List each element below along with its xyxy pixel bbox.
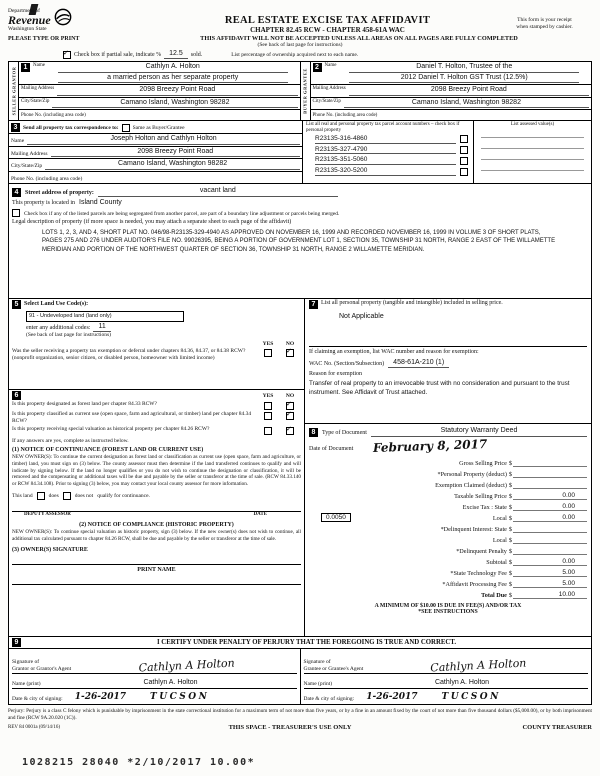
if-yes-note: If any answers are yes, complete as instructed below. (12, 438, 129, 445)
money-line-gross (309, 456, 587, 467)
receipt-note (497, 17, 592, 31)
money-line-total-due (309, 588, 587, 599)
money-label: Total Due (481, 591, 507, 599)
money-value[interactable]: 5.00 (513, 569, 587, 577)
assessed-value-blank[interactable] (481, 140, 584, 149)
seller-address-label: Mailing Address (21, 86, 55, 92)
grantor-city-value[interactable]: TUCSON (150, 692, 210, 703)
grantor-signature-label (12, 659, 71, 672)
correspondence-phone-label: Phone No. (including area code) (11, 175, 83, 182)
land-use-select-label: Select Land Use Code(s): (24, 301, 89, 308)
money-label: Local (492, 514, 507, 522)
reason-exemption-label: Reason for exemption (309, 371, 362, 378)
deferral-yes-checkbox[interactable] (264, 349, 272, 357)
partial-sale-checkbox[interactable] (63, 51, 71, 59)
dollar-sign: $ (508, 470, 512, 478)
money-label: *Personal Property (deduct) (437, 470, 507, 478)
please-type-label: PLEASE TYPE OR PRINT (8, 36, 80, 42)
yes-column-header: YES (262, 341, 274, 348)
money-value[interactable] (513, 466, 587, 467)
grantee-date-city-label: Date & city of signing: (303, 695, 355, 702)
same-as-buyer-checkbox[interactable] (122, 124, 130, 132)
buyer-csz-value[interactable]: Camano Island, Washington 98282 (344, 99, 589, 108)
owners-signature-line[interactable] (12, 555, 301, 565)
print-name-label: PRINT NAME (137, 567, 176, 574)
seller-section (8, 61, 301, 121)
classification-section (8, 390, 305, 637)
buyer-phone-label: Phone No. (including area code) (312, 113, 378, 119)
money-line-tech-fee (309, 566, 587, 577)
parcel-numbers-header: List all real and personal property tax parcel account numbers – check box if personal property (306, 122, 460, 134)
receipt-note-line2: when stamped by cashier. (516, 23, 573, 30)
legal-description-label: Legal description of property (if more space is needed, you may attach a separate sheet to each page of the affidavit) (12, 219, 292, 226)
dollar-sign: $ (508, 514, 512, 522)
wac-number-label: WAC No. (Section/Subsection) (309, 361, 385, 368)
dollar-sign: $ (508, 547, 512, 555)
money-value[interactable]: 0.00 (513, 558, 587, 566)
ownership-note: List percentage of ownership acquired next to each name. (231, 51, 359, 58)
logo-revenue-text: Revenue (8, 13, 51, 27)
money-value[interactable]: 0.00 (513, 514, 587, 522)
assessed-value-blank[interactable] (481, 129, 584, 138)
land-use-code-box[interactable]: 91 - Undeveloped land (land only) (26, 311, 184, 322)
perjury-note: Perjury: Perjury is a class C felony which is punishable by imprisonment in the state correctional institution for a maximum term of not more than five years, or by a fine in an amount fixed by the court of not more than five thousand dollars ($5,000.00), or by both imprisonment and fine (RCW 9A.20.020 (1C)). (8, 708, 592, 722)
correspondence-csz-value[interactable]: Camano Island, Washington 98282 (45, 160, 300, 169)
partial-sale-suffix: sold. (190, 51, 203, 58)
grantor-date-city-label: Date & city of signing: (12, 695, 63, 702)
correspondence-name-value[interactable]: Joseph Holton and Cathlyn Holton (27, 135, 300, 144)
correspondence-name-label: Name (11, 137, 25, 144)
revenue-logo (8, 8, 158, 32)
dollar-sign: $ (508, 569, 512, 577)
see-instructions-note: *SEE INSTRUCTIONS (418, 608, 478, 615)
notice-continuance-title: (1) NOTICE OF CONTINUANCE (FOREST LAND OR CURRENT USE) (12, 447, 204, 454)
cashier-stamp: 1028215 28040 *2/10/2017 10.00* (22, 757, 256, 768)
deputy-date-label: DATE (253, 511, 267, 517)
grantee-signature-label-2: Grantee or Grantee's Agent (303, 665, 364, 672)
county-treasurer-label: COUNTY TREASURER (522, 723, 592, 731)
parcel-number-value[interactable]: R23135-327-4790 (315, 146, 456, 155)
forest-yes-checkbox[interactable] (264, 402, 272, 410)
seller-side-word2: GRANTOR (11, 66, 16, 94)
personal-property-value[interactable]: Not Applicable (339, 313, 384, 321)
parcel-personal-checkbox[interactable] (460, 157, 468, 165)
reason-exemption-value[interactable]: Transfer of real property to an irrevocable trust with no consideration and pursuant to the trust instrument. See Affidavit of Trust attached. (309, 380, 570, 397)
money-line-delinquent-local (309, 533, 587, 544)
correspondence-csz-label: City/State/Zip (11, 163, 43, 170)
buyer-csz-label: City/State/Zip (312, 98, 341, 104)
parcel-row (303, 156, 473, 167)
segregated-label: Check box if any of the listed parcels are being segregated from another parcel, are part of a boundary line adjustment or parcels being merged. (24, 211, 340, 218)
receipt-note-line1: This form is your receipt (517, 17, 572, 23)
parcel-personal-checkbox[interactable] (460, 135, 468, 143)
land-qualify-pre: This land (12, 492, 33, 499)
local-rate-box[interactable]: 0.0050 (321, 513, 351, 522)
parcel-personal-checkbox[interactable] (460, 146, 468, 154)
tax-computation-section (305, 424, 592, 637)
buyer-address-label: Mailing Address (312, 86, 346, 92)
buyer-address-value[interactable]: 2098 Breezy Point Road (349, 86, 589, 95)
section-9-badge: 9 (12, 638, 21, 647)
money-label: Gross Selling Price (459, 459, 507, 467)
correspondence-address-value[interactable]: 2098 Breezy Point Road (51, 148, 300, 157)
historic-question: Is this property receiving special valuation as historical property per chapter 84.26 RCW? (12, 426, 210, 433)
money-value[interactable] (513, 532, 587, 533)
seller-name-label: Name (33, 63, 45, 69)
section-4-badge: 4 (12, 188, 21, 197)
same-as-buyer-label: Same as Buyer/Grantee (132, 125, 185, 132)
seller-name-value2[interactable]: a married person as her separate property (58, 74, 288, 83)
notice-compliance-title: (2) NOTICE OF COMPLIANCE (HISTORIC PROPERTY) (79, 521, 234, 528)
see-back-note: (See back of last page for instructions) (257, 42, 343, 48)
money-label: *State Technology Fee (450, 569, 507, 577)
seller-side-word1: SELLER (11, 95, 16, 116)
form-revision-number: REV 84 0001a (09/14/16) (8, 724, 60, 730)
form-title: REAL ESTATE EXCISE TAX AFFIDAVIT (224, 15, 431, 26)
correspondence-send-label: Send all property tax correspondence to: (23, 125, 119, 132)
land-use-see-back: (See back of last page for instructions) (26, 332, 111, 339)
parcel-number-value[interactable]: R23135-351-5060 (315, 156, 456, 165)
land-does-not-checkbox[interactable] (63, 492, 71, 500)
deferral-question: Was the seller receiving a property tax exemption or deferral under chapters 84.36, 84.37, or 84.38 RCW? (nonprofit organization, senior citizen, or disabled person, homeowner with limited income) (12, 348, 246, 362)
buyer-side-strip (301, 62, 311, 120)
section-7-badge: 7 (309, 300, 318, 309)
grantor-signature-value[interactable]: Cathlyn A Holton (138, 656, 236, 675)
grantee-name-print-label: Name (print) (303, 680, 333, 687)
parcel-number-value[interactable]: R23135-320-5200 (315, 167, 456, 176)
section-2-badge: 2 (313, 63, 322, 72)
money-line-personal (309, 467, 587, 478)
seller-csz-value[interactable]: Camano Island, Washington 98282 (52, 99, 297, 108)
exemption-intro-label: If claiming an exemption, list WAC number and reason for exemption: (309, 348, 479, 355)
buyer-side-word2: GRANTEE (302, 68, 308, 95)
partial-sale-label: Check box if partial sale, indicate % (74, 51, 162, 58)
forest-no-checkbox[interactable] (286, 402, 294, 410)
dollar-sign: $ (508, 525, 512, 533)
money-line-penalty (309, 544, 587, 555)
current-use-yes-checkbox[interactable] (264, 412, 272, 420)
money-lines (309, 456, 587, 599)
no-column-header: NO (285, 341, 295, 348)
current-use-question: Is this property classified as current use (open space, farm and agricultural, or timber) land per chapter 84.34 RCW? (12, 411, 252, 425)
grantee-name-print-value[interactable]: Cathlyn A. Holton (434, 679, 490, 686)
header (8, 8, 592, 34)
money-line-subtotal (309, 555, 587, 566)
section-8-badge: 8 (309, 428, 318, 437)
money-label: Taxable Selling Price (454, 492, 507, 500)
located-in-label: This property is located in (12, 199, 75, 206)
money-line-excise-state (309, 500, 587, 511)
buyer-name-value2[interactable]: 2012 Daniel T. Holton GST Trust (12.5%) (349, 74, 579, 83)
additional-codes-label: enter any additional codes: (26, 325, 91, 332)
grantee-date-value[interactable]: 1-26-2017 (366, 692, 418, 703)
parcel-row (303, 135, 473, 146)
assessed-value-blank[interactable] (481, 162, 584, 171)
owners-signature-label: (3) OWNER(S) SIGNATURE (12, 547, 88, 554)
historic-yes-checkbox[interactable] (264, 427, 272, 435)
money-label: *Affidavit Processing Fee (442, 580, 507, 588)
seller-address-value[interactable]: 2098 Breezy Point Road (57, 86, 297, 95)
money-line-delinquent-state (309, 522, 587, 533)
assessed-values-header: List assessed value(s) (510, 122, 555, 128)
money-label: Excise Tax : State (462, 503, 507, 511)
notice-continuance-text: NEW OWNER(S): To continue the current designation as forest land or classification as current use (open space, farm and agriculture, or timber) land, you must sign on (3) below. The county assessor must then determine if the land transferred continues to qualify and will indicate by signing below. If the land no longer qualifies or you do not wish to continue the designation or classification, it will be removed and the compensating or additional taxes will be due and payable by the seller or transferor at the time of sale. (RCW 84.33.140 or RCW 84.34.108). Prior to signing (3) below, you may contact your local county assessor for more information. (12, 454, 301, 488)
buyer-side-word1: BUYER (302, 95, 308, 115)
grantor-signature-block (9, 649, 300, 704)
money-line-taxable (309, 489, 587, 500)
grantee-signature-block (300, 649, 592, 704)
money-label: Exemption Claimed (deduct) (435, 481, 507, 489)
money-value[interactable]: 10.00 (513, 591, 587, 599)
grantee-city-value[interactable]: TUCSON (441, 692, 501, 703)
grantor-name-print-value[interactable]: Cathlyn A. Holton (143, 679, 198, 686)
parcel-numbers-column (303, 121, 474, 183)
seller-csz-label: City/State/Zip (21, 98, 50, 104)
located-in-value[interactable]: Island County (79, 198, 122, 206)
property-section (8, 184, 592, 299)
perjury-certify-statement: I CERTIFY UNDER PENALTY OF PERJURY THAT THE FOREGOING IS TRUE AND CORRECT. (156, 639, 457, 647)
no-column-header: NO (285, 392, 295, 399)
warning-text: THIS AFFIDAVIT WILL NOT BE ACCEPTED UNLESS ALL AREAS ON ALL PAGES ARE FULLY COMPLETED (200, 35, 518, 42)
money-value[interactable]: 5.00 (513, 580, 587, 588)
dollar-sign: $ (508, 492, 512, 500)
logo-dept-text: Department of (8, 8, 40, 14)
grantee-signature-label-1: Signature of (303, 659, 331, 666)
seller-name-value[interactable]: Cathlyn A. Holton (58, 63, 288, 72)
money-line-excise-local (309, 511, 587, 522)
deputy-assessor-signature-line[interactable] (12, 502, 301, 512)
form-chapter: CHAPTER 82.45 RCW - CHAPTER 458-61A WAC (250, 26, 405, 34)
money-value[interactable]: 0.00 (513, 492, 587, 500)
dollar-sign: $ (508, 591, 512, 599)
buyer-name-value[interactable]: Daniel T. Holton, Trustee of the (349, 63, 579, 72)
money-value[interactable] (513, 477, 587, 478)
land-qualify-post: qualify for continuance. (97, 492, 150, 499)
money-label: *Delinquent Penalty (456, 547, 507, 555)
seller-side-strip (9, 62, 19, 120)
date-of-document-value[interactable]: February 8, 2017 (373, 436, 488, 455)
legal-description-text[interactable]: LOTS 1, 2, 3, AND 4, SHORT PLAT NO. 046/98-R23135-329-4940 AS APPROVED ON NOVEMBER 16, 1999 AND RECORDED NOVEMBER 16, 1999 IN VOLUME 3 OF SHORT PLATS, PAGES 275 AND 276 UNDER AUDITOR'S FILE NO. 99026395, BEING A PORTION OF GOVERNMENT LOT 1, SECTION 35, TOWNSHIP 31 NORTH, RANGE 2 EAST OF THE WILLAMETTE MERIDIAN AND PORTION OF THE NORTHWEST QUARTER OF SECTION 36, TOWNSHIP 31 NORTH, RANGE 2 WILLAMETTE MERIDIAN. (42, 230, 556, 253)
seller-phone-label: Phone No. (including area code) (21, 113, 86, 119)
buyer-side-label (303, 69, 308, 115)
buyer-name-label: Name (324, 63, 337, 69)
correspondence-section (8, 121, 592, 184)
grantee-signature-value[interactable]: Cathlyn A Holton (430, 656, 527, 675)
assessed-values-column (474, 121, 591, 183)
parcel-personal-checkbox[interactable] (460, 168, 468, 176)
buyer-section (301, 61, 593, 121)
wac-number-value[interactable]: 458-61A-210 (1) (388, 359, 449, 368)
deferral-no-checkbox[interactable] (286, 349, 294, 357)
treasurer-space-label: THIS SPACE - TREASURER'S USE ONLY (228, 723, 352, 731)
minimum-due-note: A MINIMUM OF $10.00 IS DUE IN FEE(S) AND/OR TAX (374, 602, 522, 609)
segregated-checkbox[interactable] (12, 209, 20, 217)
money-line-processing-fee (309, 577, 587, 588)
grantor-date-value[interactable]: 1-26-2017 (74, 692, 127, 703)
grantee-signature-label (304, 659, 364, 672)
money-value[interactable] (513, 488, 587, 489)
dollar-sign: $ (508, 481, 512, 489)
type-of-document-label: Type of Document (322, 429, 367, 436)
dollar-sign: $ (508, 558, 512, 566)
current-use-no-checkbox[interactable] (286, 412, 294, 420)
grantor-name-print-label: Name (print) (12, 680, 41, 687)
money-value[interactable] (513, 554, 587, 555)
parcel-number-value[interactable]: R23135-316-4860 (315, 135, 456, 144)
section-1-badge: 1 (21, 63, 30, 72)
yes-column-header: YES (262, 392, 274, 399)
dollar-sign: $ (508, 536, 512, 544)
correspondence-address-label: Mailing Address (11, 150, 48, 157)
historic-no-checkbox[interactable] (286, 427, 294, 435)
personal-property-label: List all personal property (tangible and intangible) included in selling price. (321, 300, 503, 307)
notice-compliance-text: NEW OWNER(S): To continue special valuation as historic property, sign (3) below. If the new owner(s) does not wish to continue, all additional tax calculated pursuant to chapter 84.26 RCW, shall be due and payable by the seller or transferor at the time of sale. (12, 528, 301, 542)
parcel-row (303, 146, 473, 157)
forest-land-question: Is this property designated as forest land per chapter 84.33 RCW? (12, 401, 157, 408)
date-of-document-label: Date of Document (309, 445, 354, 452)
section-3-badge: 3 (11, 123, 20, 132)
print-name-line[interactable] (12, 575, 301, 585)
revenue-seal-icon (54, 8, 72, 26)
section-6-badge: 6 (12, 391, 21, 400)
type-of-document-value[interactable]: Statutory Warranty Deed (371, 427, 587, 436)
dollar-sign: $ (508, 459, 512, 467)
money-line-exemption (309, 478, 587, 489)
assessed-value-blank[interactable] (481, 151, 584, 160)
logo-state-text: Washington State (8, 26, 47, 32)
land-does-not-label: does not (74, 492, 94, 499)
personal-property-section (305, 299, 592, 424)
money-value[interactable]: 0.00 (513, 503, 587, 511)
grantor-signature-label-1: Signature of (12, 659, 40, 666)
street-address-label: Street address of property: (25, 189, 94, 196)
partial-sale-percent[interactable]: 12.5 (164, 50, 188, 59)
deputy-assessor-label: DEPUTY ASSESSOR (24, 511, 71, 517)
money-label: Subtotal (486, 558, 507, 566)
certification-section (8, 637, 592, 705)
street-address-value[interactable]: vacant land (98, 187, 338, 196)
section-5-badge: 5 (12, 300, 21, 309)
additional-codes-value[interactable]: 11 (93, 323, 110, 332)
parcel-row (303, 167, 473, 178)
dollar-sign: $ (508, 580, 512, 588)
money-value[interactable] (513, 543, 587, 544)
grantor-signature-label-2: Grantor or Grantor's Agent (12, 665, 72, 672)
money-label: Local (492, 536, 507, 544)
land-does-label: does (48, 492, 59, 499)
land-does-checkbox[interactable] (37, 492, 45, 500)
land-use-section (8, 299, 305, 390)
money-label: *Delinquent Interest: State (440, 525, 507, 533)
seller-side-label (11, 67, 16, 116)
dollar-sign: $ (508, 503, 512, 511)
